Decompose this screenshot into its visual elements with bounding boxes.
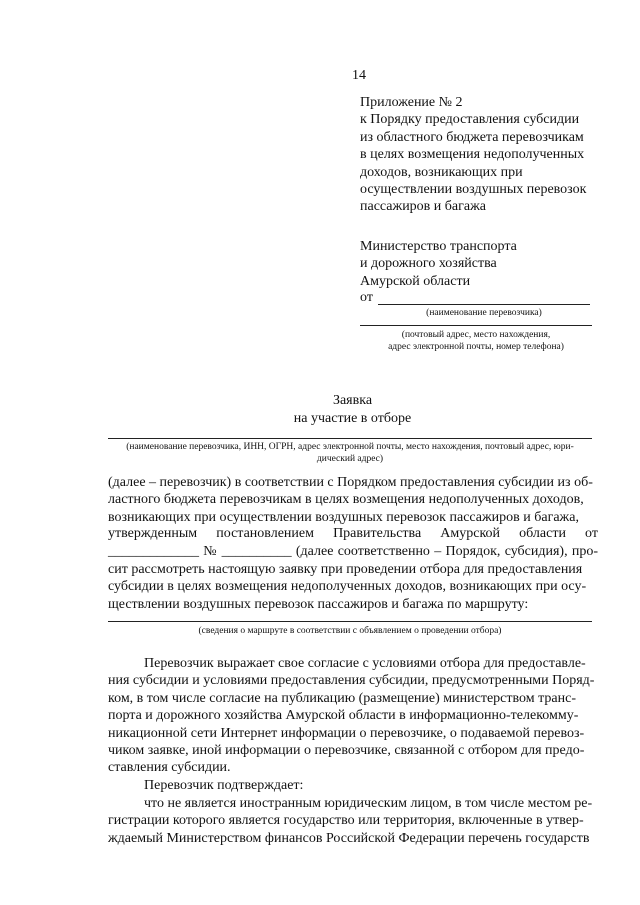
carrier-name-hint: (наименование перевозчика)	[426, 308, 542, 318]
addressee-block: Министерство транспорта и дорожного хозяйства Амурской области	[360, 239, 517, 289]
route-line	[108, 621, 592, 622]
applicant-line	[108, 438, 592, 439]
route-hint: (сведения о маршруте в соответствии с объявлением о проведении отбора)	[198, 626, 502, 636]
from-label: от	[360, 290, 373, 305]
appendix-header: Приложение № 2 к Порядку предоставления субсидии из областного бюджета перевозчикам в целях возмещения недополученных доходов, возникающих при осуществлении воздушных перевозок пассажиров и багажа	[360, 95, 587, 215]
body-paragraph-4: что не является иностранным юридическим лицом, в том числе местом ре- гистрации которого является государство или территория, включенные в утвер- ждаемый Министерством финансов Российской Федерации перечень государств	[108, 796, 593, 846]
body-paragraph-2: Перевозчик выражает свое согласие с условиями отбора для предоставле- ния субсидии и условиями предоставления субсидии, предусмотренными Поряд- ком, в том числе согласие на публикацию (размещение) министерством транс- порта и дорожного хозяйства Амурской области в информационно-телекомму- никационной сети Интернет информации о перевозчике, о подаваемой перевоз- чиком заявке, иной информации о перевозчике, связанной с отбором для предо- ставления субсидии.	[108, 656, 595, 776]
body-paragraph-1-line-5: _____________ № __________ (далее соответственно – Порядок, субсидия), про-	[108, 544, 598, 559]
form-title: Заявка	[332, 393, 373, 408]
form-subtitle: на участие в отборе	[293, 411, 412, 426]
page-number: 14	[352, 68, 366, 83]
body-paragraph-1-end: сит рассмотреть настоящую заявку при проведении отбора для предоставления субсидии в целях возмещения недополученных доходов, возникающих при осу- ществлении воздушных перевозок пассажиров и багажа по маршруту:	[108, 562, 587, 612]
address-line	[360, 325, 592, 326]
body-paragraph-3: Перевозчик подтверждает:	[144, 778, 304, 793]
carrier-name-line	[378, 304, 590, 305]
address-hint: (почтовый адрес, место нахождения, адрес электронной почты, номер телефона)	[388, 330, 564, 352]
body-paragraph-1-line-4: утвержденным постановлением Правительства Амурской области от	[108, 526, 598, 541]
applicant-hint: (наименование перевозчика, ИНН, ОГРН, адрес электронной почты, место нахождения, почтовый адрес, юри- дический адрес)	[126, 442, 574, 464]
body-paragraph-1-start: (далее – перевозчик) в соответствии с Порядком предоставления субсидии из об- ластного бюджета перевозчикам в целях возмещения недополученных доходов, возникающих при осуществлении воздушных перевозок пассажиров и багажа,	[108, 475, 593, 525]
